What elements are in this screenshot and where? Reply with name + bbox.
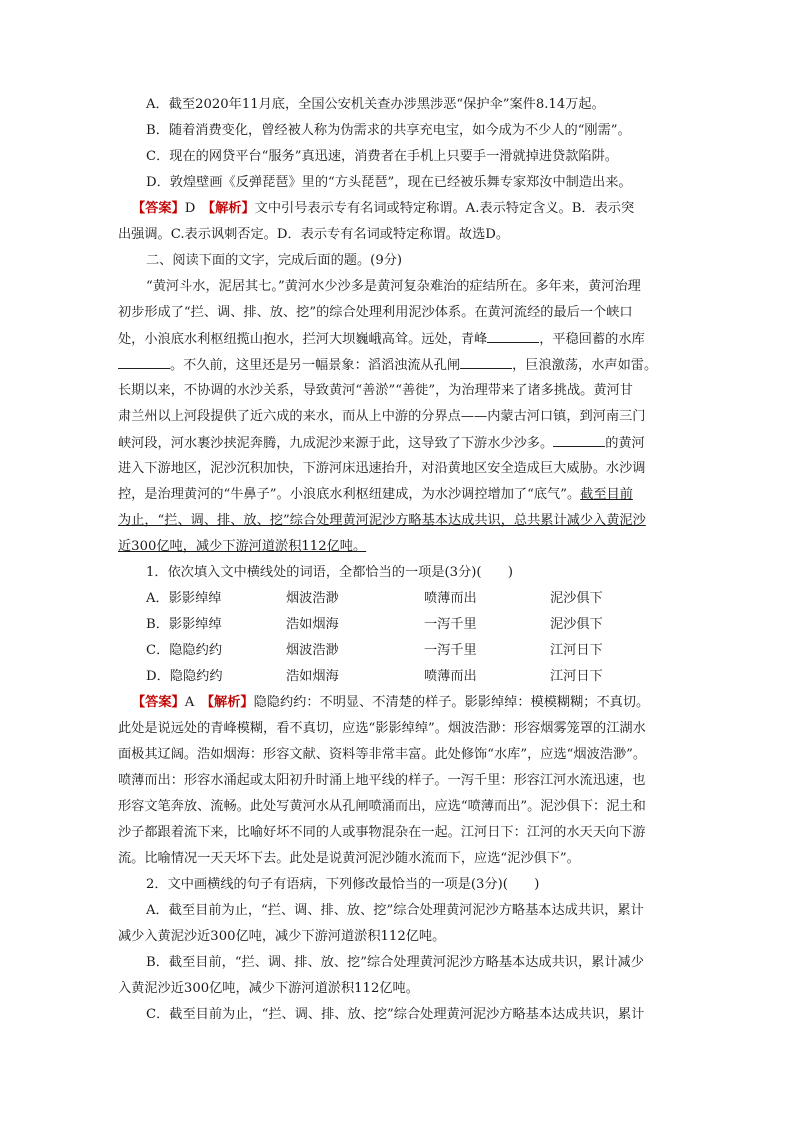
analysis-line: 沙子都跟着流下来，比喻好坏不同的人或事物混杂在一起。江河日下：江河的水天天向下游 [118,825,646,840]
analysis-tag: 【解析】 [207,695,254,710]
option-label: B．影影绰绰 [146,617,222,632]
passage-line [118,356,688,375]
passage-line: 肃兰州以上河段提供了近六成的来水，而从上中游的分界点——内蒙古河口镇，到河南三门 [118,409,646,424]
passage-line: 长期以来，不协调的水沙关系，导致黄河“善淤”“善徙”，为治理带来了诸多挑战。黄河甘 [118,383,633,398]
option-word: 一泻千里 [424,643,477,658]
answer-tag: 【答案】 [132,695,185,710]
option-d-prev: D．敦煌壁画《反弹琵琶》里的“方头琵琶”，现在已经被乐舞专家郑汝中制造出来。 [146,175,632,190]
option-word: 江河日下 [550,643,603,658]
answer-tag: 【答案】 [132,201,185,216]
fill-blank-3[interactable] [460,356,512,369]
option-word: 喷薄而出 [424,669,477,684]
option-c-prev: C．现在的网贷平台“服务”真迅速，消费者在手机上只要手一滑就掉进贷款陷阱。 [146,149,618,164]
analysis-text-cont: 出强调。C.表示讽刺否定。D．表示专有名词或特定称谓。故选D。 [118,227,510,242]
q2-option-c[interactable]: C．截至目前为止，“拦、调、排、放、挖”综合处理黄河泥沙方略基本达成共识，累计 [146,1007,645,1022]
analysis-text: 隐隐约约：不明显、不清楚的样子。影影绰绰：模模糊糊；不真切。 [253,695,650,710]
analysis-line: 此处是说远处的青峰模糊，看不真切，应选“影影绰绰”。烟波浩渺：形容烟雾笼罩的江湖水 [118,721,646,736]
q2-option-b-cont: 入黄泥沙近300亿吨，减少下游河道淤积112亿吨。 [118,981,419,996]
analysis-tag: 【解析】 [208,201,255,216]
passage-line [118,538,688,556]
underlined-sentence: 为止，“拦、调、排、放、挖”综合处理黄河泥沙方略基本达成共识，总共累计减少入黄泥沙 [118,513,646,528]
option-word: 浩如烟海 [286,617,339,632]
option-a-prev: A．截至2020年11月底，全国公安机关查办涉黑涉恶“保护伞”案件8.14万起。 [146,97,605,112]
option-word: 烟波浩渺 [286,643,339,658]
passage-text: ，平稳回蓄的水库 [539,332,645,347]
underlined-sentence: 近300亿吨，减少下游河道淤积112亿吨。 [118,539,367,554]
answer-block-1 [132,200,702,218]
underlined-sentence: 截至目前 [580,487,633,502]
analysis-text: 文中引号表示专有名词或特定称谓。A.表示特定含义。B．表示突 [254,201,635,216]
passage-text: 峡河段，河水裹沙挟泥奔腾，九成泥沙来源于此，这导致了下游水少沙多。 [118,436,554,451]
option-b-prev: B．随着消费变化，曾经被人称为伪需求的共享充电宝，如今成为不少人的“刚需”。 [146,123,631,138]
passage-text: 。不久前，这里还是另一幅景象：滔滔浊流从孔闸 [170,358,461,373]
section-title: 二、阅读下面的文字，完成后面的题。(9分) [146,253,403,268]
option-word: 烟波浩渺 [286,591,339,606]
option-label: A．影影绰绰 [146,591,222,606]
passage-text: 处，小浪底水利枢纽揽山抱水，拦河大坝巍峨高耸。远处，青峰 [118,332,488,347]
q2-option-a-cont: 减少入黄泥沙近300亿吨，减少下游河道淤积112亿吨。 [118,929,446,944]
answer-value: D [184,201,196,216]
question-1-stem: 1．依次填入文中横线处的词语，全都恰当的一项是(3分)( ) [146,565,514,580]
analysis-line: 面极其辽阔。浩如烟海：形容文献、资料等非常丰富。此处修饰“水库”，应选“烟波浩渺”。 [118,747,647,762]
answer-value: A [184,695,195,710]
analysis-line: 形容文笔奔放、流畅。此处写黄河水从孔闸喷涌而出，应选“喷薄而出”。泥沙俱下：泥土和 [118,799,646,814]
analysis-line: 流。比喻情况一天天坏下去。此处是说黄河泥沙随水流而下，应选“泥沙俱下”。 [118,851,580,866]
option-word: 浩如烟海 [286,669,339,684]
passage-line [118,330,688,349]
fill-blank-2[interactable] [118,356,170,369]
answer-block-2 [132,694,702,712]
fill-blank-1[interactable] [487,330,539,343]
option-word: 喷薄而出 [424,591,477,606]
option-word: 一泻千里 [424,617,477,632]
passage-line: 初步形成了“拦、调、排、放、挖”的综合处理利用泥沙体系。在黄河流经的最后一个峡口 [118,305,633,320]
option-word: 泥沙俱下 [550,617,603,632]
passage-line: “黄河斗水，泥居其七。”黄河水少沙多是黄河复杂难治的症结所在。多年来，黄河治理 [146,279,641,294]
passage-line: 进入下游地区，泥沙沉积加快，下游河床迅速抬升，对沿黄地区安全造成巨大威胁。水沙调 [118,461,646,476]
passage-text: 的黄河 [605,436,645,451]
question-2-stem: 2．文中画横线的句子有语病，下列修改最恰当的一项是(3分)( ) [146,877,540,892]
analysis-line: 喷薄而出：形容水涌起或太阳初升时涌上地平线的样子。一泻千里：形容江河水流迅速，也 [118,773,646,788]
option-word: 泥沙俱下 [550,591,603,606]
fill-blank-4[interactable] [553,434,605,447]
passage-text: ，巨浪激荡，水声如雷。 [512,358,658,373]
q2-option-a[interactable]: A．截至目前为止，“拦、调、排、放、挖”综合处理黄河泥沙方略基本达成共识，累计 [146,903,644,918]
option-label: C．隐隐约约 [146,643,223,658]
q2-option-b[interactable]: B．截至目前，“拦、调、排、放、挖”综合处理黄河泥沙方略基本达成共识，累计减少 [146,955,644,970]
option-word: 江河日下 [550,669,603,684]
passage-line [118,486,688,504]
passage-text: 控，是治理黄河的“牛鼻子”。小浪底水利枢纽建成，为水沙调控增加了“底气”。 [118,487,581,502]
passage-line [118,434,688,453]
option-label: D．隐隐约约 [146,669,223,684]
